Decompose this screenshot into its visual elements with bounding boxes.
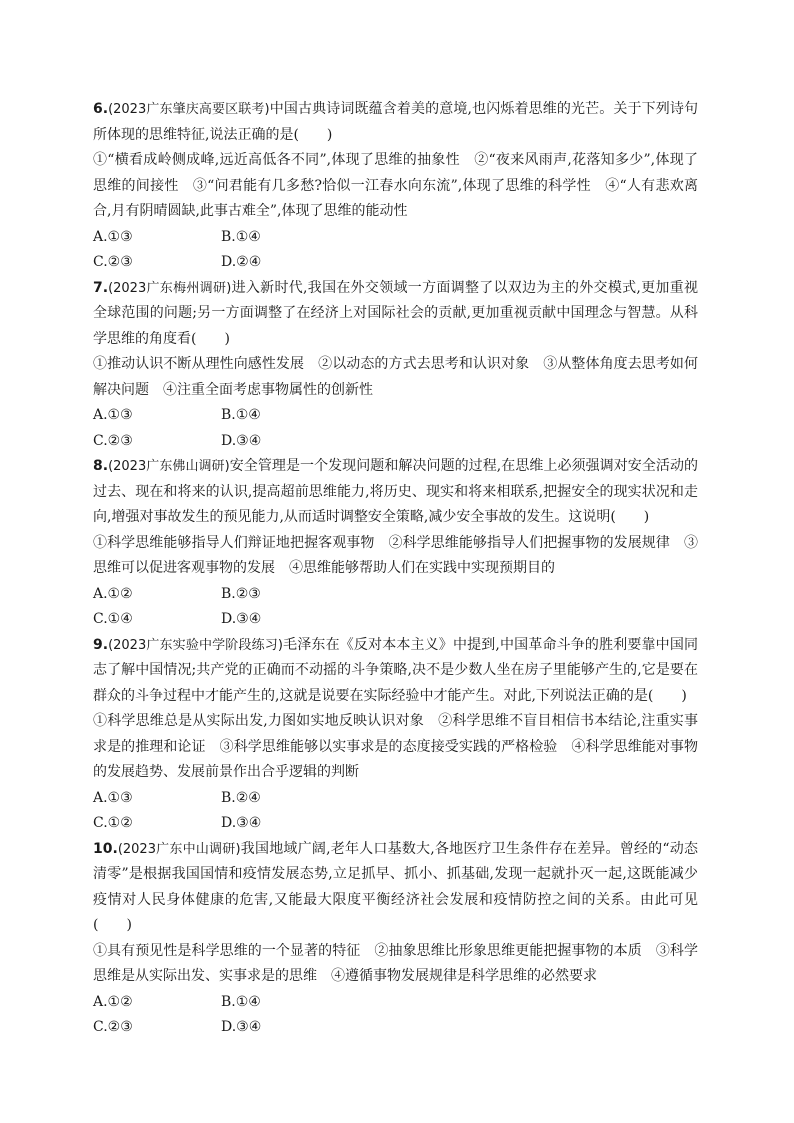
option-b[interactable]: B.②④ [221,789,261,806]
question-statements: ①科学思维能够指导人们辩证地把握客观事物 ②科学思维能够指导人们把握事物的发展规律 ③思维可以促进客观事物的发展 ④思维能够帮助人们在实践中实现预期目的 [93,534,698,576]
answer-options [93,786,698,837]
option-a[interactable]: A.①③ [93,407,133,423]
question-text: 中国古典诗词既蕴含着美的意境,也闪烁着思维的光芒。关于下列诗句所体现的思维特征,说法正确的是( ) [93,101,698,143]
option-b[interactable]: B.①④ [221,993,261,1010]
question-6 [93,97,698,276]
answer-options [93,582,698,633]
question-source: (2023广东佛山调研) [108,459,230,474]
answer-options [93,225,698,276]
question-number: 10. [93,840,118,857]
option-d[interactable]: D.③④ [221,1019,262,1035]
option-d[interactable]: D.②④ [221,254,262,270]
question-source: (2023广东梅州调研) [108,280,232,296]
question-source: (2023广东实验中学阶段练习) [108,637,283,653]
question-statements: ①科学思维总是从实际出发,力图如实地反映认识对象 ②科学思维不盲目相信书本结论,注重实事求是的推理和论证 ③科学思维能够以实事求是的态度接受实践的严格检验 ④科学思维能对事物的发展趋势、发展前景作出合乎逻辑的判断 [93,713,698,780]
answer-options [93,403,698,454]
question-statements: ①“横看成岭侧成峰,远近高低各不同”,体现了思维的抽象性 ②“夜来风雨声,花落知多少”,体现了思维的间接性 ③“问君能有几多愁?恰似一江春水向东流”,体现了思维的科学性 ④“人有悲欢离合,月有阴晴圆缺,此事古难全”,体现了思维的能动性 [93,152,698,219]
option-b[interactable]: B.①④ [221,407,261,423]
question-number: 9. [93,636,109,653]
question-source: (2023广东肇庆高要区联考) [108,102,270,117]
question-number: 6. [93,101,109,117]
question-statements: ①推动认识不断从理性向感性发展 ②以动态的方式去思考和认识对象 ③从整体角度去思考如何解决问题 ④注重全面考虑事物属性的创新性 [93,356,698,398]
option-b[interactable]: B.①④ [221,228,261,245]
question-text: 我国地域广阔,老年人口基数大,各地医疗卫生条件存在差异。曾经的“动态清零”是根据我国国情和疫情发展态势,立足抓早、抓小、抓基础,发现一起就扑灭一起,这既能减少疫情对人民身体健康的危害,又能最大限度平衡经济社会发展和疫情防控之间的关系。由此可见( ) [93,840,698,933]
question-stem [93,837,698,939]
option-a[interactable]: A.①② [93,993,133,1010]
question-stem [93,276,698,353]
question-9 [93,633,698,837]
question-number: 7. [93,279,109,296]
question-statements: ①具有预见性是科学思维的一个显著的特征 ②抽象思维比形象思维更能把握事物的本质 ③科学思维是从实际出发、实事求是的思维 ④遵循事物发展规律是科学思维的必然要求 [93,942,698,984]
question-text: 进入新时代,我国在外交领域一方面调整了以双边为主的外交模式,更加重视全球范围的问题;另一方面调整了在经济上对国际社会的贡献,更加重视贡献中国理念与智慧。从科学思维的角度看( ) [93,279,698,347]
question-source: (2023广东中山调研) [117,841,241,857]
option-d[interactable]: D.③④ [221,432,262,449]
question-10 [93,837,698,1041]
answer-options [93,990,698,1041]
question-8 [93,454,698,633]
document-page [93,97,698,1041]
question-7 [93,276,698,455]
option-d[interactable]: D.③④ [221,611,262,627]
question-stem [93,97,698,148]
option-c[interactable]: C.②③ [93,254,133,270]
option-d[interactable]: D.③④ [221,815,262,831]
question-number: 8. [93,458,109,474]
option-a[interactable]: A.①② [93,585,133,602]
option-c[interactable]: C.②③ [93,432,133,449]
question-text: 安全管理是一个发现问题和解决问题的过程,在思维上必须强调对安全活动的过去、现在和将来的认识,提高超前思维能力,将历史、现实和将来相联系,把握安全的现实状况和走向,增强对事故发生的预见能力,从而适时调整安全策略,减少安全事故的发生。这说明( ) [93,458,699,525]
option-c[interactable]: C.②③ [93,1019,133,1035]
question-stem [93,454,698,531]
option-a[interactable]: A.①③ [93,228,133,245]
option-b[interactable]: B.②③ [221,585,261,602]
question-text: 毛泽东在《反对本本主义》中提到,中国革命斗争的胜利要靠中国同志了解中国情况;共产党的正确而不动摇的斗争策略,决不是少数人坐在房子里能够产生的,它是要在群众的斗争过程中才能产生的,这就是说要在实际经验中才能产生。对此,下列说法正确的是( ) [93,636,698,704]
option-c[interactable]: C.①④ [93,611,133,627]
option-c[interactable]: C.①② [93,815,133,831]
question-stem [93,633,698,710]
option-a[interactable]: A.①③ [93,789,133,806]
